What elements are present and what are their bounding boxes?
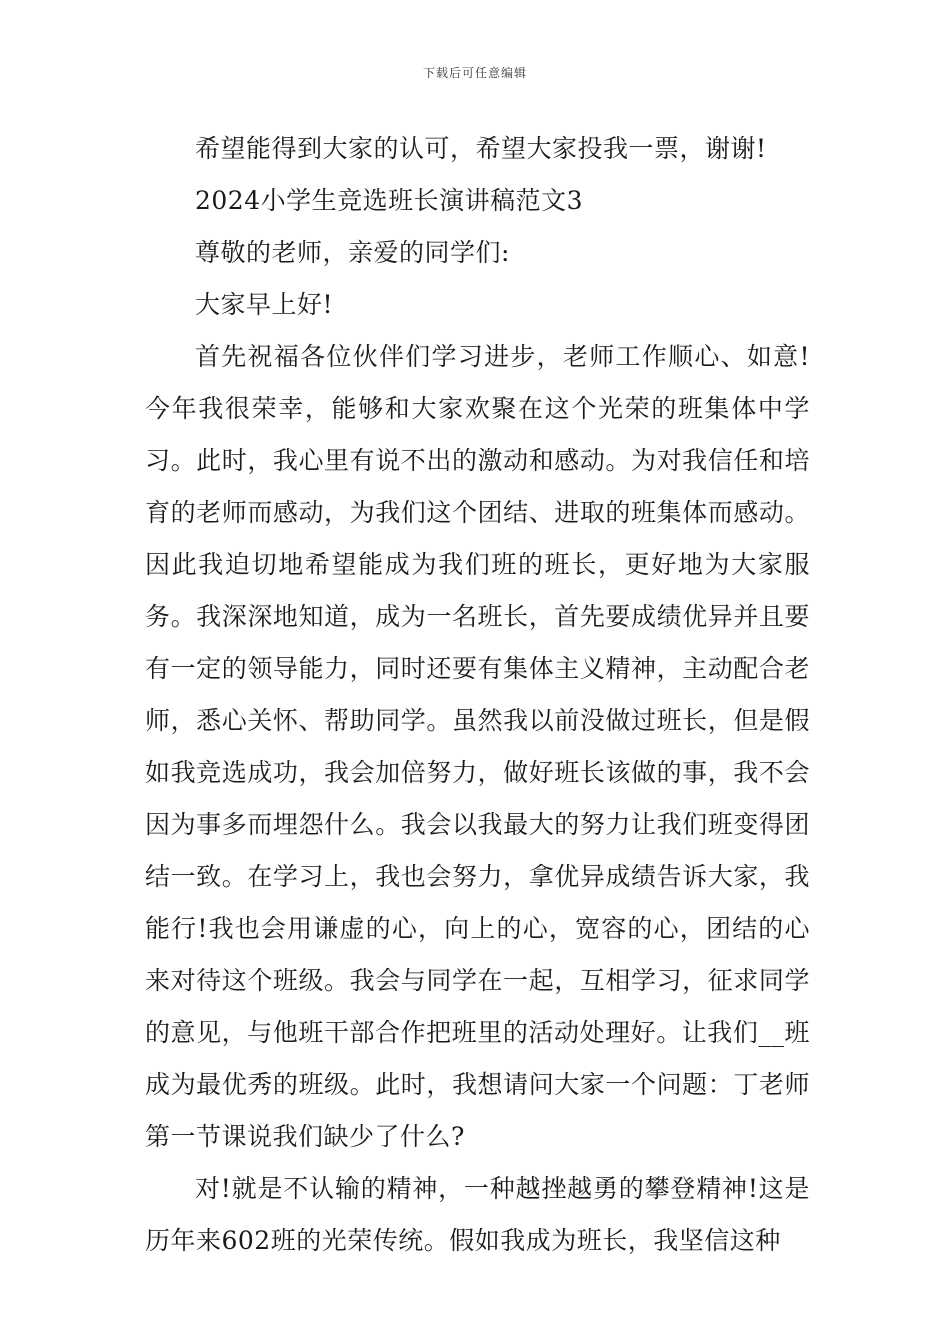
page-header: 下载后可任意编辑 [422,66,527,80]
paragraph-closing: 希望能得到大家的认可，希望大家投我一票，谢谢! [195,134,767,163]
paragraph-continuation: 对!就是不认输的精神，一种越挫越勇的攀登精神!这是历年来602班的光荣传统。假如我成为班长，我坚信这种 [145,1174,810,1255]
paragraph-body: 首先祝福各位伙伴们学习进步，老师工作顺心、如意!今年我很荣幸，能够和大家欢聚在这个光荣的班集体中学习。此时，我心里有说不出的激动和感动。为对我信任和培育的老师而感动，为我们这个团结、进取的班集体而感动。因此我迫切地希望能成为我们班的班长，更好地为大家服务。我深深地知道，成为一名班长，首先要成绩优异并且要有一定的领导能力，同时还要有集体主义精神，主动配合老师，悉心关怀、帮助同学。虽然我以前没做过班长，但是假如我竞选成功，我会加倍努力，做好班长该做的事，我不会因为事多而埋怨什么。我会以我最大的努力让我们班变得团结一致。在学习上，我也会努力，拿优异成绩告诉大家，我能行!我也会用谦虚的心，向上的心，宽容的心，团结的心来对待这个班级。我会与同学在一起，互相学习，征求同学的意见，与他班干部合作把班里的活动处理好。让我们__班成为最优秀的班级。此时，我想请问大家一个问题：丁老师第一节课说我们缺少了什么? [145,342,810,1151]
paragraph-greeting: 大家早上好! [195,290,334,319]
document-body [145,123,810,1267]
paragraph-title: 2024小学生竞选班长演讲稿范文3 [195,186,584,215]
paragraph-salutation: 尊敬的老师，亲爱的同学们: [195,238,510,267]
